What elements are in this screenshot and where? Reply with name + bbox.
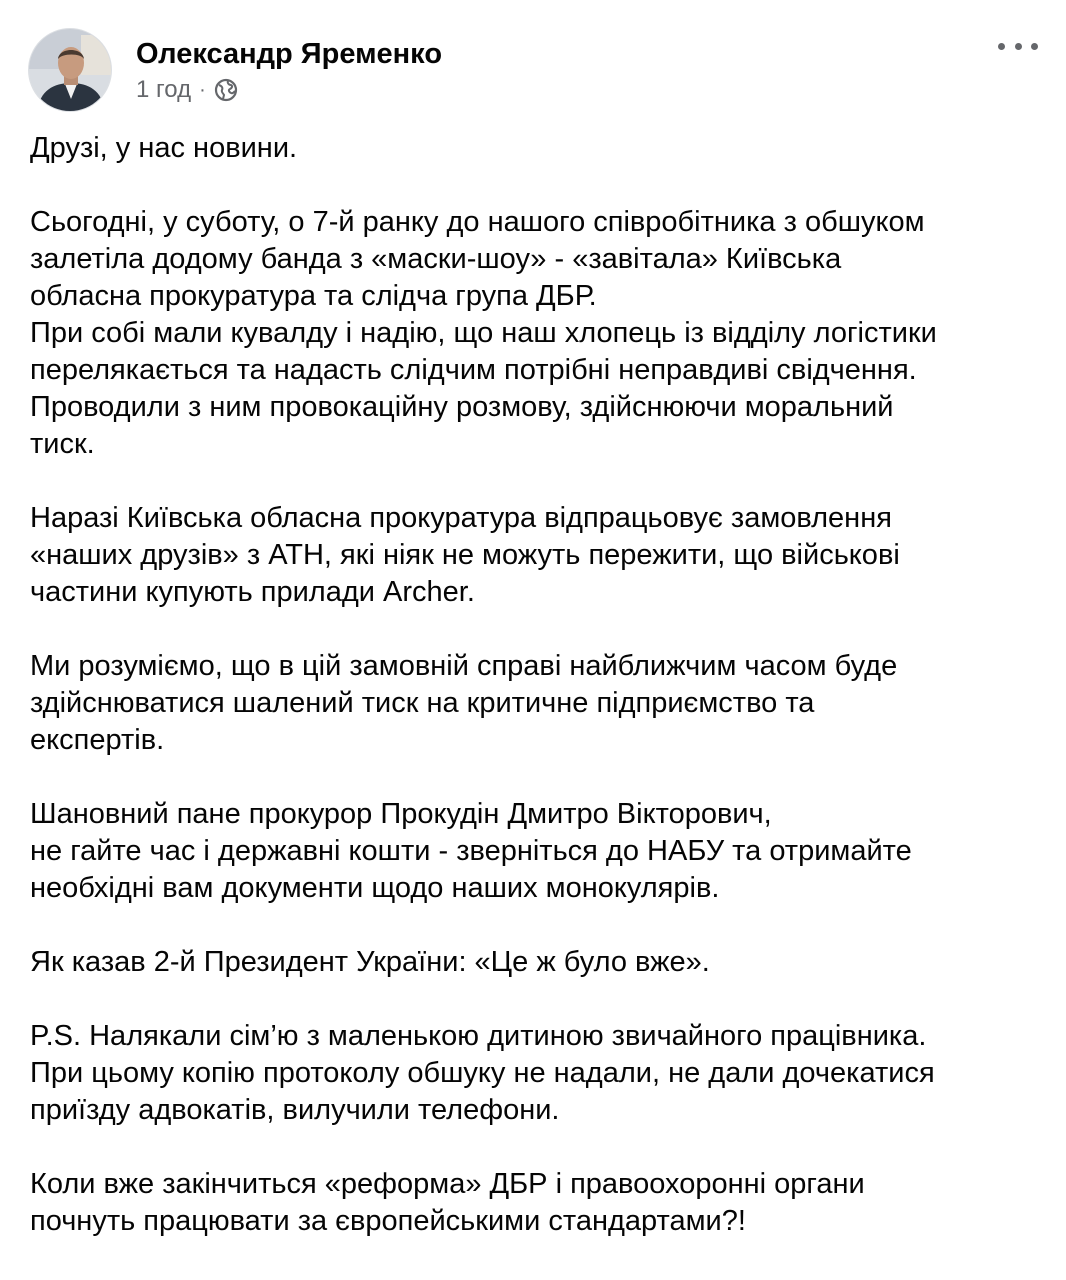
text-line: здійснюватися шалений тиск на критичне підприємство та xyxy=(30,687,815,719)
paragraph-ps xyxy=(30,1018,1040,1129)
text-line: Наразі Київська обласна прокуратура відпрацьовує замовлення xyxy=(30,502,892,534)
paragraph-closing xyxy=(30,1166,1040,1240)
text-line: Як казав 2-й Президент України: «Це ж було вже». xyxy=(30,946,710,978)
text-line: При цьому копію протоколу обшуку не надали, не дали дочекатися xyxy=(30,1057,935,1089)
text-line: P.S. Налякали сім’ю з маленькою дитиною звичайного працівника. xyxy=(30,1020,927,1052)
paragraph-pressure xyxy=(30,648,1040,759)
more-dot xyxy=(1031,43,1038,50)
more-dot xyxy=(998,43,1005,50)
text-line: обласна прокуратура та слідча група ДБР. xyxy=(30,280,597,312)
paragraph-greeting xyxy=(30,130,1040,167)
text-line: перелякається та надасть слідчим потрібні неправдиві свідчення. xyxy=(30,354,917,386)
avatar-photo xyxy=(29,29,112,112)
text-line: частини купують прилади Archer. xyxy=(30,576,475,608)
text-line: Друзі, у нас новини. xyxy=(30,132,298,164)
avatar[interactable] xyxy=(28,28,112,112)
globe-icon xyxy=(214,78,238,102)
paragraph-search xyxy=(30,204,1040,463)
text-line: експертів. xyxy=(30,724,165,756)
more-options-icon[interactable] xyxy=(998,34,1038,58)
text-line: Шановний пане прокурор Прокудін Дмитро Вікторович, xyxy=(30,798,772,830)
text-line: «наших друзів» з АТН, які ніяк не можуть пережити, що військові xyxy=(30,539,900,571)
text-line: приїзду адвокатів, вилучили телефони. xyxy=(30,1094,560,1126)
text-line: почнуть працювати за європейськими стандартами?! xyxy=(30,1205,746,1237)
text-line: не гайте час і державні кошти - зверніться до НАБУ та отримайте xyxy=(30,835,912,867)
more-dot xyxy=(1015,43,1022,50)
paragraph-quote xyxy=(30,944,1040,981)
paragraph-appeal xyxy=(30,796,1040,907)
meta-separator: · xyxy=(199,78,206,101)
post-time[interactable]: 1 год xyxy=(136,76,192,103)
text-line: Сьогодні, у суботу, о 7-й ранку до нашого співробітника з обшуком xyxy=(30,206,925,238)
text-line: При собі мали кувалду і надію, що наш хлопець із відділу логістики xyxy=(30,317,937,349)
text-line: залетіла додому банда з «маски-шоу» - «завітала» Київська xyxy=(30,243,842,275)
text-line: тиск. xyxy=(30,428,95,460)
post-header xyxy=(28,28,1038,118)
text-line: Ми розуміємо, що в цій замовній справі найближчим часом буде xyxy=(30,650,898,682)
post-meta xyxy=(136,74,238,106)
post-text xyxy=(30,130,1040,1240)
text-line: Проводили з ним провокаційну розмову, здійснюючи моральний xyxy=(30,391,894,423)
paragraph-prosecutor xyxy=(30,500,1040,611)
author-name[interactable]: Олександр Яременко xyxy=(136,38,443,70)
text-line: Коли вже закінчиться «реформа» ДБР і правоохоронні органи xyxy=(30,1168,865,1200)
text-line: необхідні вам документи щодо наших монокулярів. xyxy=(30,872,720,904)
